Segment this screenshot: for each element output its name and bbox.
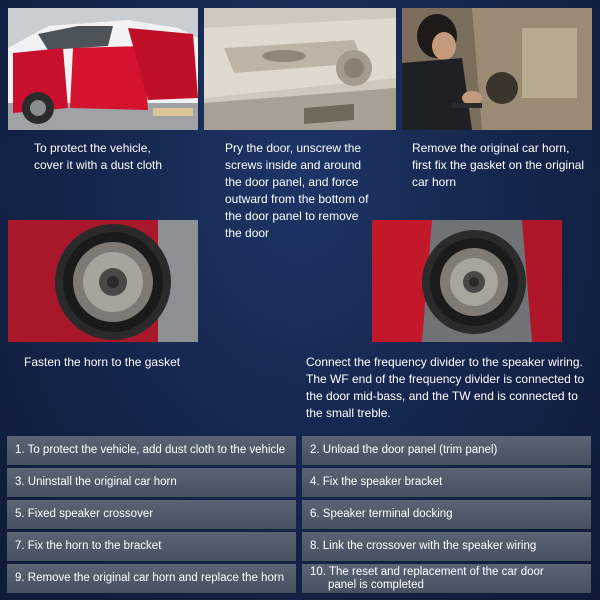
checklist-step-8: 8. Link the crossover with the speaker wiring <box>302 532 591 561</box>
caption-line: car horn <box>412 175 457 189</box>
step-caption-remove-horn <box>412 140 597 191</box>
checklist-step-7: 7. Fix the horn to the bracket <box>7 532 296 561</box>
caption-line: cover it with a dust cloth <box>34 158 163 172</box>
caption-line: the door panel to remove <box>225 209 359 223</box>
caption-line: Remove the original car horn, <box>412 141 570 155</box>
checklist-step-10-line-1: 10. The reset and replacement of the car door <box>310 565 544 578</box>
step-caption-fasten-horn <box>24 354 204 371</box>
caption-line: the door <box>225 226 270 240</box>
caption-line: the door panel, and force <box>225 175 359 189</box>
caption-line: The WF end of the frequency divider is connected to <box>306 372 585 386</box>
checklist-step-10-line-2: panel is completed <box>328 578 424 591</box>
checklist-step-4: 4. Fix the speaker bracket <box>302 468 591 497</box>
technician-illustration <box>402 8 592 130</box>
caption-line: Pry the door, unscrew the <box>225 141 362 155</box>
photo-car-dust-cloth <box>8 8 198 130</box>
speaker-gasket-illustration <box>8 220 198 342</box>
step-caption-frequency-divider <box>306 354 598 422</box>
step-caption-protect <box>34 140 204 174</box>
photo-remove-horn <box>402 8 592 130</box>
photo-frequency-divider <box>372 220 562 342</box>
checklist-step-9: 9. Remove the original car horn and replace the horn <box>7 564 296 593</box>
checklist-step-5: 5. Fixed speaker crossover <box>7 500 296 529</box>
step-caption-pry-door <box>225 140 395 242</box>
checklist-step-6: 6. Speaker terminal docking <box>302 500 591 529</box>
caption-line: the door mid-bass, and the TW end is connected to <box>306 389 578 403</box>
door-panel-illustration <box>204 8 396 130</box>
car-dust-cloth-illustration <box>8 8 198 130</box>
caption-line: To protect the vehicle, <box>34 141 151 155</box>
photo-door-panel <box>204 8 396 130</box>
speaker-door-illustration <box>372 220 562 342</box>
caption-line: screws inside and around <box>225 158 362 172</box>
caption-line: the small treble. <box>306 406 391 420</box>
checklist-step-10 <box>302 564 591 593</box>
caption-line: outward from the bottom of <box>225 192 369 206</box>
caption-line: Fasten the horn to the gasket <box>24 355 181 369</box>
photo-fasten-horn <box>8 220 198 342</box>
checklist-step-2: 2. Unload the door panel (trim panel) <box>302 436 591 465</box>
caption-line: first fix the gasket on the original <box>412 158 585 172</box>
caption-line: Connect the frequency divider to the speaker wiring. <box>306 355 583 369</box>
checklist-step-3: 3. Uninstall the original car horn <box>7 468 296 497</box>
checklist-step-1: 1. To protect the vehicle, add dust cloth to the vehicle <box>7 436 296 465</box>
